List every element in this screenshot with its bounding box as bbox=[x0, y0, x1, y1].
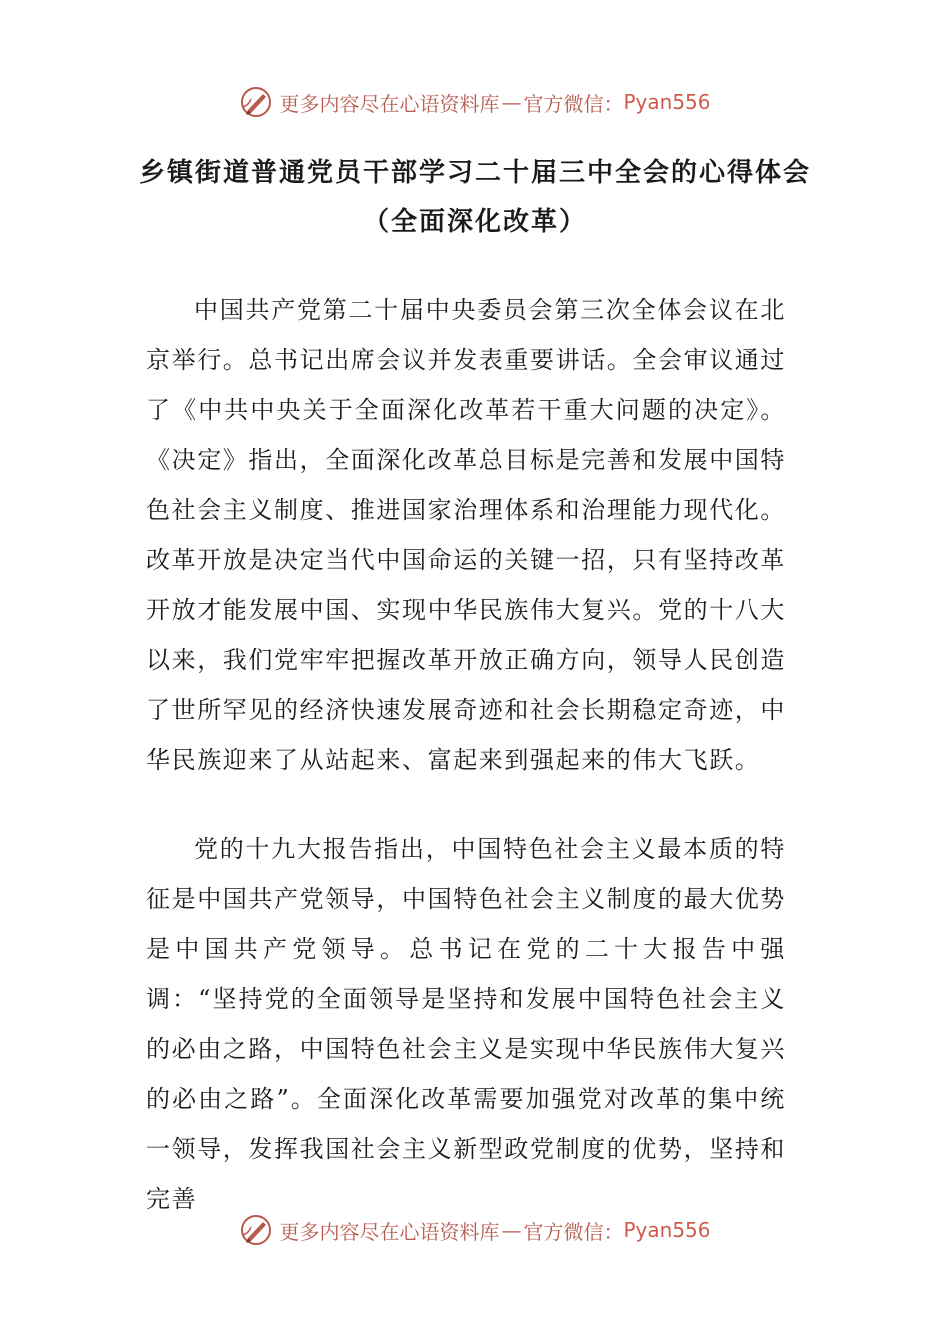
paragraph: 党的十九大报告指出，中国特色社会主义最本质的特征是中国共产党领导，中国特色社会主义制度的最大优势是中国共产党领导。总书记在党的二十大报告中强调：“坚持党的全面领导是坚持和发展中国特色社会主义的必由之路，中国特色社会主义是实现中华民族伟大复兴的必由之路”。全面深化改革需要加强党对改革的集中统一领导，发挥我国社会主义新型政党制度的优势，坚持和完善 bbox=[146, 835, 786, 1213]
document-title: 乡镇街道普通党员干部学习二十届三中全会的心得体会 bbox=[138, 158, 811, 188]
header-banner bbox=[0, 82, 950, 122]
document-subtitle: （全面深化改革） bbox=[362, 207, 587, 237]
banner-wechat-id: Pyan556 bbox=[623, 90, 711, 114]
footer-banner bbox=[0, 1210, 950, 1250]
banner-text: 更多内容尽在心语资料库 bbox=[279, 1219, 500, 1244]
banner-wechat-label: 官方微信： bbox=[523, 1219, 624, 1244]
banner-wechat-id: Pyan556 bbox=[623, 1218, 711, 1242]
paragraph: 中国共产党第二十届中央委员会第三次全体会议在北京举行。总书记出席会议并发表重要讲话。全会审议通过了《中共中央关于全面深化改革若干重大问题的决定》。《决定》指出，全面深化改革总目标是完善和发展中国特色社会主义制度、推进国家治理体系和治理能力现代化。改革开放是决定当代中国命运的关键一招，只有坚持改革开放才能发展中国、实现中华民族伟大复兴。党的十八大以来，我们党牢牢把握改革开放正确方向，领导人民创造了世所罕见的经济快速发展奇迹和社会长期稳定奇迹，中华民族迎来了从站起来、富起来到强起来的伟大飞跃。 bbox=[146, 296, 786, 774]
pen-logo-icon bbox=[239, 85, 273, 119]
banner-text: 更多内容尽在心语资料库 bbox=[279, 91, 500, 116]
pen-logo-icon bbox=[239, 1213, 273, 1247]
banner-separator: — bbox=[501, 90, 522, 114]
document-body bbox=[146, 285, 786, 1263]
banner-separator: — bbox=[501, 1218, 522, 1242]
banner-wechat-label: 官方微信： bbox=[523, 91, 624, 116]
